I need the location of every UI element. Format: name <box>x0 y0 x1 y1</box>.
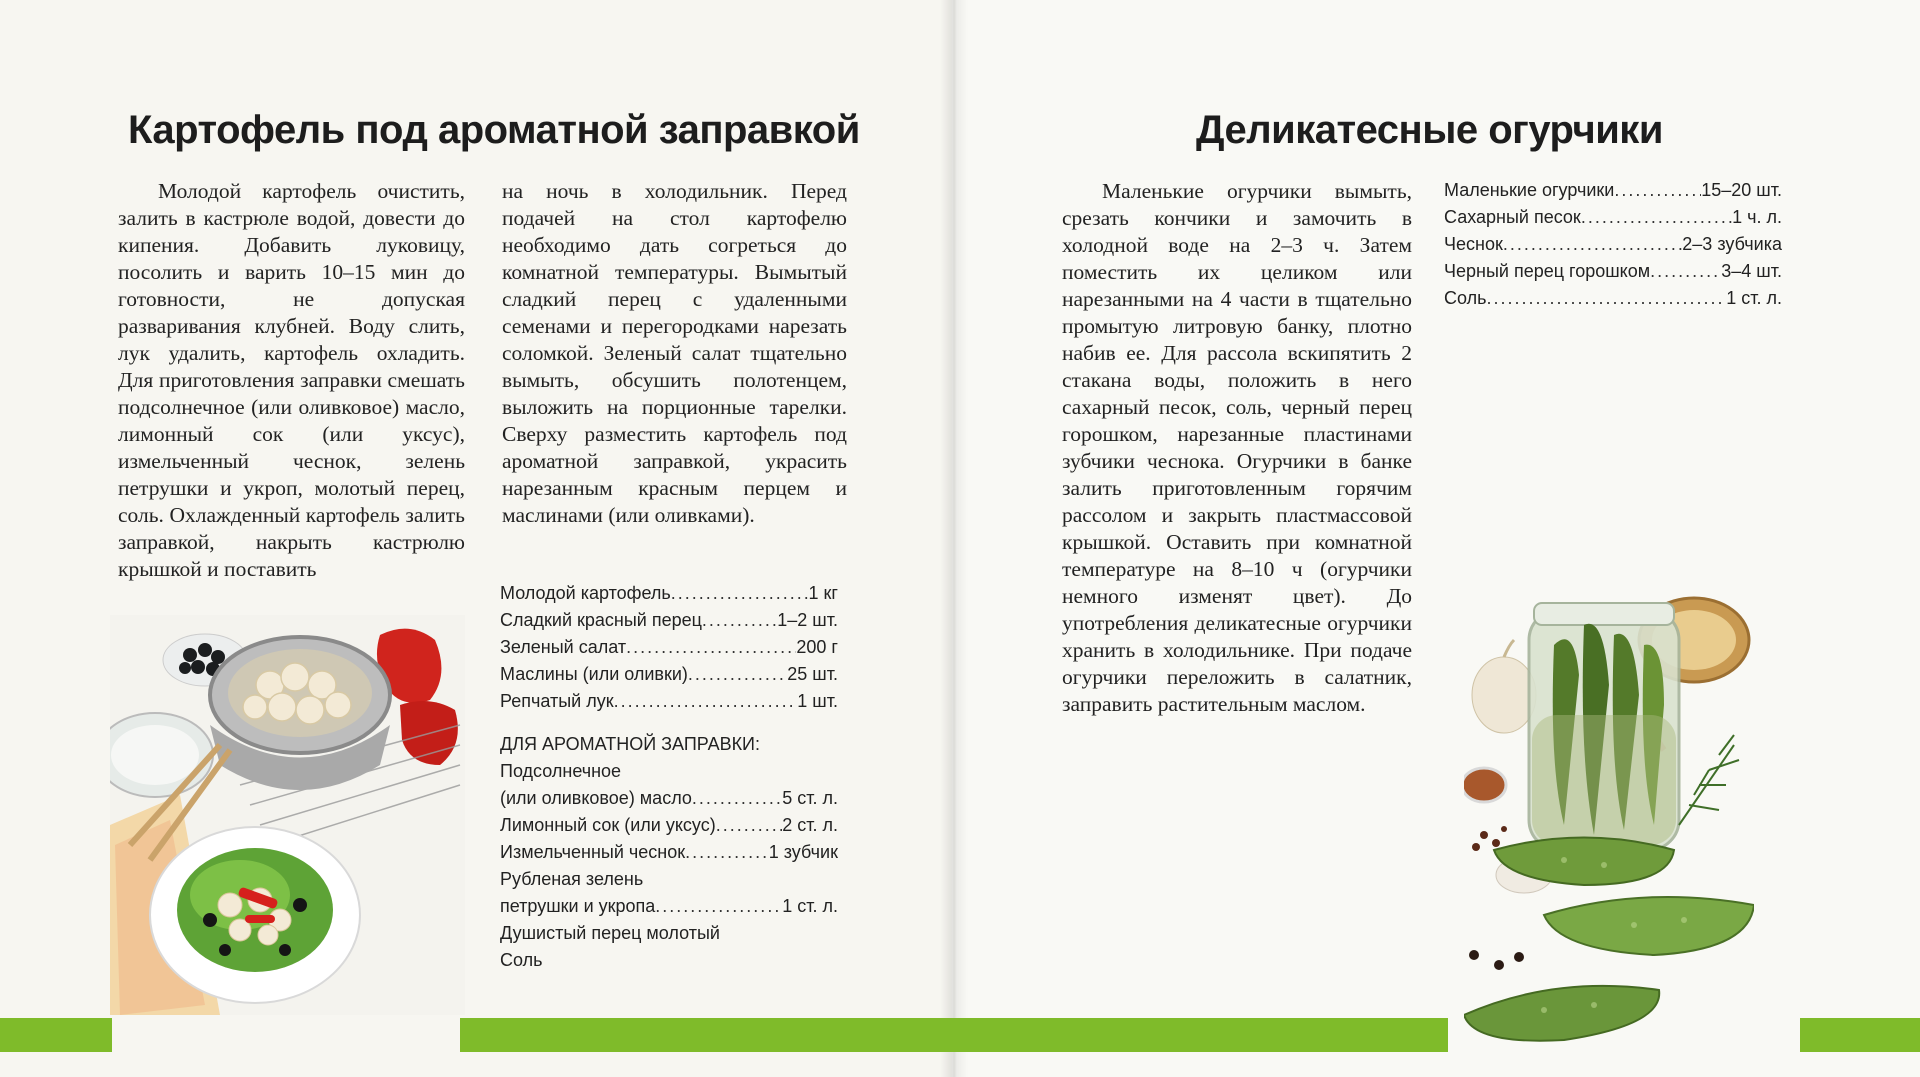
ingredient-name: Репчатый лук <box>500 691 614 711</box>
ingredient-quantity: 2 ст. л. <box>782 815 838 835</box>
ingredient-name: Сладкий красный перец <box>500 610 702 630</box>
ingredient-row <box>500 812 838 839</box>
right-ingredients-list <box>1444 177 1782 312</box>
ingredient-name: (или оливковое) масло <box>500 788 692 808</box>
ingredient-row <box>500 947 838 974</box>
ingredient-row <box>500 920 838 947</box>
ingredient-row <box>500 661 838 688</box>
right-recipe-title: Деликатесные огурчики <box>1196 108 1663 152</box>
ingredient-name: Измельченный чеснок <box>500 842 686 862</box>
ingredient-row <box>1444 177 1782 204</box>
ingredient-row <box>500 866 838 893</box>
ingredient-row <box>500 580 838 607</box>
ingredient-quantity: 1 ст. л. <box>1726 288 1782 308</box>
leader-dots <box>702 607 777 634</box>
accent-band-right-edge <box>1800 1018 1920 1052</box>
leader-dots <box>1503 231 1682 258</box>
left-ingredients-list <box>500 580 838 974</box>
ingredient-name: Душистый перец молотый <box>500 923 720 943</box>
accent-band-left-edge <box>0 1018 112 1052</box>
ingredient-quantity: 1 ст. л. <box>782 896 838 916</box>
ingredient-quantity: 3–4 шт. <box>1721 261 1782 281</box>
leader-dots <box>671 580 809 607</box>
leader-dots <box>1614 177 1701 204</box>
accent-band-left-page <box>460 1018 952 1052</box>
ingredient-name: Чеснок <box>1444 234 1503 254</box>
potato-dish-photo <box>110 615 465 1015</box>
ingredient-quantity: 2–3 зубчика <box>1682 234 1782 254</box>
leader-dots <box>1487 285 1727 312</box>
ingredient-row <box>1444 258 1782 285</box>
left-page <box>0 0 952 1077</box>
ingredient-quantity: 5 ст. л. <box>782 788 838 808</box>
leader-dots <box>1650 258 1721 285</box>
right-page <box>952 0 1920 1077</box>
leader-dots <box>655 893 782 920</box>
ingredient-quantity: 1 кг <box>808 583 838 603</box>
ingredient-name: Подсолнечное <box>500 761 622 781</box>
ingredient-row <box>1444 204 1782 231</box>
ingredient-name: Сахарный песок <box>1444 207 1581 227</box>
ingredient-name: Маленькие огурчики <box>1444 180 1615 200</box>
ingredient-row <box>1444 285 1782 312</box>
ingredient-row <box>500 893 838 920</box>
left-instructions-column-1: Молодой картофель очистить, залить в кастрюле водой, довести до кипения. Добавить луковицу, посолить и варить 10–15 мин до готовности, не допуская разваривания клубней. Воду слить, лук удалить, картофель охладить. Для приготовления заправки смешать подсолнечное (или оливковое) масло, лимонный сок (или уксус), измельченный чеснок, зелень петрушки и укроп, молотый перец, соль. Охлажденный картофель залить заправкой, накрыть кастрюлю крышкой и поставить <box>118 179 465 581</box>
ingredient-quantity: 1 шт. <box>797 691 838 711</box>
ingredient-name: Соль <box>500 950 543 970</box>
leader-dots <box>716 812 783 839</box>
ingredient-quantity: 1 зубчик <box>768 842 838 862</box>
ingredient-quantity: 25 шт. <box>787 664 838 684</box>
ingredient-name: Соль <box>1444 288 1487 308</box>
leader-dots <box>626 634 796 661</box>
ingredient-row <box>1444 231 1782 258</box>
ingredient-quantity: 1 ч. л. <box>1732 207 1782 227</box>
ingredient-row <box>500 785 838 812</box>
ingredient-quantity: 15–20 шт. <box>1701 180 1782 200</box>
leader-dots <box>685 839 769 866</box>
leader-dots <box>1581 204 1732 231</box>
ingredient-row <box>500 688 838 715</box>
ingredient-name: Зеленый салат <box>500 637 627 657</box>
right-instructions: Маленькие огурчики вымыть, срезать кончики и замочить в холодной воде на 2–3 ч. Затем поместить их целиком или нарезанными на 4 части в тщательно промытую литровую банку, плотно набив ее. Для рассола вскипятить 2 стакана воды, положить в него сахарный песок, соль, черный перец горошком, нарезанные пластинами зубчики чеснока. Огурчики в банке залить приготовленным горячим рассолом и закрыть пластмассовой крышкой. Оставить при комнатной температуре на 8–10 ч (огурчики немного изменят цвет). До употребления деликатесные огурчики хранить в холодильнике. При подаче огурчики переложить в салатник, заправить растительным маслом. <box>1062 179 1412 716</box>
ingredient-row <box>500 634 838 661</box>
left-recipe-title: Картофель под ароматной заправкой <box>128 108 860 152</box>
book-gutter <box>940 0 968 1077</box>
accent-band-right-page <box>952 1018 1448 1052</box>
pickles-jar-photo <box>1464 585 1754 1045</box>
ingredient-name: петрушки и укропа <box>500 896 656 916</box>
ingredient-quantity: 1–2 шт. <box>777 610 838 630</box>
ingredient-row <box>500 839 838 866</box>
ingredient-name: Рубленая зелень <box>500 869 644 889</box>
dressing-heading: ДЛЯ АРОМАТНОЙ ЗАПРАВКИ: <box>500 734 760 754</box>
ingredient-name: Черный перец горошком <box>1444 261 1651 281</box>
ingredient-name: Маслины (или оливки) <box>500 664 688 684</box>
ingredient-name: Лимонный сок (или уксус) <box>500 815 716 835</box>
leader-dots <box>688 661 787 688</box>
leader-dots <box>614 688 798 715</box>
leader-dots <box>692 785 782 812</box>
left-instructions-column-2: на ночь в холодильник. Перед подачей на стол картофелю необходимо дать согреться до комнатной температуры. Вымытый сладкий перец с удаленными семенами и перегородками нарезать соломкой. Зеленый салат тщательно вымыть, обсушить полотенцем, выложить на порционные тарелки. Сверху разместить картофель под ароматной заправкой, украсить нарезанным красным перцем и маслинами (или оливками). <box>502 179 847 527</box>
ingredient-name: Молодой картофель <box>500 583 671 603</box>
ingredient-row <box>500 758 838 785</box>
ingredient-quantity: 200 г <box>796 637 838 657</box>
ingredient-row <box>500 607 838 634</box>
